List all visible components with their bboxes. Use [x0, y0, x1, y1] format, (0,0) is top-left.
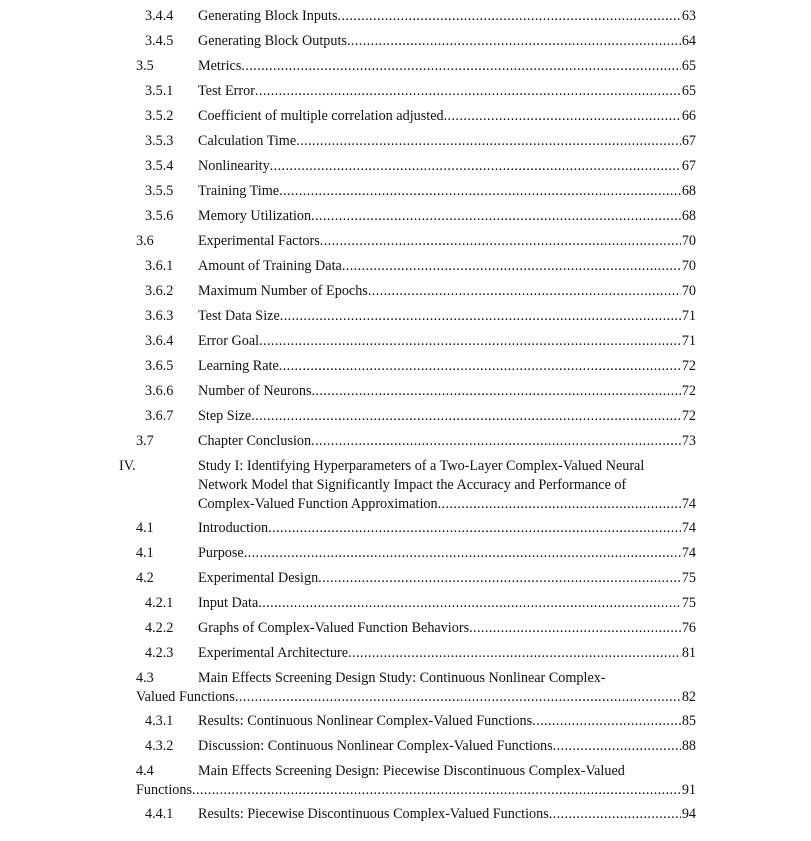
toc-title[interactable]: Amount of Training Data: [198, 258, 342, 274]
toc-line: [0, 182, 811, 201]
toc-line: [0, 157, 811, 176]
toc-number: 3.6.2: [145, 283, 174, 299]
toc-title[interactable]: Experimental Factors: [198, 233, 320, 249]
toc-number: 3.5: [136, 58, 154, 74]
toc-page-number: 74: [681, 545, 696, 561]
toc-line: [0, 432, 811, 451]
toc-page-number: 63: [681, 8, 696, 24]
toc-number: 4.2.3: [145, 645, 174, 661]
toc-page-number: 74: [681, 520, 696, 536]
toc-number: 3.4.4: [145, 8, 174, 24]
toc-line: [0, 688, 811, 707]
toc-page-number: 91: [681, 782, 696, 798]
toc-line: [0, 357, 811, 376]
dot-leader: [279, 357, 681, 376]
toc-title[interactable]: Network Model that Significantly Impact the Accuracy and Performance of: [198, 477, 627, 493]
toc-title[interactable]: Generating Block Inputs: [198, 8, 338, 24]
dot-leader: [311, 207, 681, 226]
dot-leader: [347, 32, 681, 51]
toc-number: 3.7: [136, 433, 154, 449]
toc-page-number: 65: [681, 83, 696, 99]
toc-line: [0, 544, 811, 563]
toc-title[interactable]: Maximum Number of Epochs: [198, 283, 368, 299]
toc-title[interactable]: Functions: [136, 782, 192, 798]
toc-page-number: 72: [681, 408, 696, 424]
toc-number: 3.5.1: [145, 83, 174, 99]
toc-page-number: 70: [681, 283, 696, 299]
toc-number: 4.1: [136, 520, 154, 536]
toc-line: [0, 257, 811, 276]
toc-page-number: 66: [681, 108, 696, 124]
toc-line: [0, 495, 811, 514]
toc-number: 4.3.1: [145, 713, 174, 729]
toc-page-number: 73: [681, 433, 696, 449]
toc-title[interactable]: Purpose: [198, 545, 244, 561]
toc-page-number: 76: [681, 620, 696, 636]
toc-number: 4.4.1: [145, 806, 174, 822]
toc-line: [0, 644, 811, 663]
toc-page-number: 88: [681, 738, 696, 754]
toc-number: 3.6.7: [145, 408, 174, 424]
dot-leader: [532, 712, 681, 731]
toc-page-number: 67: [681, 133, 696, 149]
toc-title[interactable]: Valued Functions: [136, 689, 235, 705]
toc-page-number: 85: [681, 713, 696, 729]
dot-leader: [279, 182, 681, 201]
toc-number: 3.6.5: [145, 358, 174, 374]
toc-line: [0, 805, 811, 824]
toc-title[interactable]: Test Error: [198, 83, 255, 99]
toc-line: [0, 669, 811, 688]
toc-title[interactable]: Results: Piecewise Discontinuous Complex-Valued Functions: [198, 806, 549, 822]
dot-leader: [244, 544, 681, 563]
toc-title[interactable]: Introduction: [198, 520, 269, 536]
toc-line: [0, 32, 811, 51]
dot-leader: [368, 282, 681, 301]
toc-number: 3.6.6: [145, 383, 174, 399]
toc-line: [0, 57, 811, 76]
dot-leader: [348, 644, 681, 663]
dot-leader: [320, 232, 681, 251]
toc-number: IV.: [119, 458, 136, 474]
toc-number: 4.1: [136, 545, 154, 561]
toc-title[interactable]: Discussion: Continuous Nonlinear Complex-Valued Functions: [198, 738, 553, 754]
toc-title[interactable]: Complex-Valued Function Approximation: [198, 496, 438, 512]
toc-page-number: 94: [681, 806, 696, 822]
dot-leader: [311, 382, 680, 401]
toc-number: 3.4.5: [145, 33, 174, 49]
dot-leader: [553, 737, 681, 756]
toc-page-number: 81: [681, 645, 696, 661]
toc-title[interactable]: Study I: Identifying Hyperparameters of a Two-Layer Complex-Valued Neural: [198, 458, 645, 474]
toc-number: 4.2.2: [145, 620, 174, 636]
toc-number: 4.2.1: [145, 595, 174, 611]
toc-number: 3.6.3: [145, 308, 174, 324]
toc-page-number: 70: [681, 258, 696, 274]
toc-line: [0, 207, 811, 226]
dot-leader: [318, 569, 681, 588]
toc-page-number: 75: [681, 595, 696, 611]
dot-leader: [258, 594, 681, 613]
dot-leader: [259, 332, 681, 351]
toc-number: 3.6.1: [145, 258, 174, 274]
toc-line: [0, 382, 811, 401]
toc-page-number: 68: [681, 208, 696, 224]
toc-number: 4.3.2: [145, 738, 174, 754]
toc-title[interactable]: Input Data: [198, 595, 259, 611]
toc-title[interactable]: Main Effects Screening Design Study: Continuous Nonlinear Complex-: [198, 670, 606, 686]
dot-leader: [270, 157, 681, 176]
toc-line: [0, 132, 811, 151]
toc-page-number: 68: [681, 183, 696, 199]
toc-number: 4.4: [136, 763, 154, 779]
toc-line: [0, 569, 811, 588]
toc-page-number: 74: [681, 496, 696, 512]
toc-number: 3.5.4: [145, 158, 174, 174]
toc-title[interactable]: Memory Utilization: [198, 208, 312, 224]
dot-leader: [268, 519, 681, 538]
toc-line: [0, 476, 811, 495]
toc-line: [0, 737, 811, 756]
dot-leader: [251, 407, 681, 426]
toc-title[interactable]: Step Size: [198, 408, 252, 424]
toc-title[interactable]: Experimental Design: [198, 570, 319, 586]
dot-leader: [469, 619, 681, 638]
toc-line: [0, 519, 811, 538]
toc-title[interactable]: Generating Block Outputs: [198, 33, 347, 49]
toc-title[interactable]: Chapter Conclusion: [198, 433, 312, 449]
toc-number: 4.2: [136, 570, 154, 586]
toc-page-number: 72: [681, 383, 696, 399]
toc-number: 3.6.4: [145, 333, 174, 349]
toc-page-number: 70: [681, 233, 696, 249]
toc-title[interactable]: Main Effects Screening Design: Piecewise Discontinuous Complex-Valued: [198, 763, 625, 779]
toc-line: [0, 7, 811, 26]
toc-line: [0, 82, 811, 101]
toc-title[interactable]: Metrics: [198, 58, 242, 74]
toc-line: [0, 781, 811, 800]
dot-leader: [444, 107, 681, 126]
toc-number: 3.5.5: [145, 183, 174, 199]
dot-leader: [241, 57, 680, 76]
toc-number: 3.5.6: [145, 208, 174, 224]
toc-page-number: 72: [681, 358, 696, 374]
toc-line: [0, 619, 811, 638]
toc-line: [0, 407, 811, 426]
toc-number: 3.5.2: [145, 108, 174, 124]
toc-title[interactable]: Calculation Time: [198, 133, 297, 149]
dot-leader: [280, 307, 681, 326]
toc-title[interactable]: Training Time: [198, 183, 280, 199]
toc-page-number: 67: [681, 158, 696, 174]
toc-number: 3.5.3: [145, 133, 174, 149]
toc-page-number: 82: [681, 689, 696, 705]
dot-leader: [438, 495, 681, 514]
dot-leader: [549, 805, 681, 824]
toc-line: [0, 282, 811, 301]
dot-leader: [255, 82, 681, 101]
toc-title[interactable]: Results: Continuous Nonlinear Complex-Valued Functions: [198, 713, 533, 729]
toc-page-number: 71: [681, 333, 696, 349]
toc-number: 3.6: [136, 233, 154, 249]
toc-line: [0, 107, 811, 126]
toc-number: 4.3: [136, 670, 154, 686]
dot-leader: [235, 688, 681, 707]
toc-line: [0, 712, 811, 731]
dot-leader: [342, 257, 681, 276]
toc-page-number: 64: [681, 33, 696, 49]
toc-line: [0, 594, 811, 613]
toc-title[interactable]: Experimental Architecture: [198, 645, 349, 661]
toc-line: [0, 232, 811, 251]
toc-page-number: 71: [681, 308, 696, 324]
toc-title[interactable]: Learning Rate: [198, 358, 279, 374]
toc-title[interactable]: Coefficient of multiple correlation adjusted: [198, 108, 444, 124]
toc-page-number: 65: [681, 58, 696, 74]
dot-leader: [296, 132, 681, 151]
dot-leader: [311, 432, 681, 451]
toc-title[interactable]: Error Goal: [198, 333, 260, 349]
toc-line: [0, 457, 811, 476]
toc-line: [0, 332, 811, 351]
toc-line: [0, 307, 811, 326]
toc-title[interactable]: Graphs of Complex-Valued Function Behaviors: [198, 620, 470, 636]
dot-leader: [337, 7, 680, 26]
toc-title[interactable]: Number of Neurons: [198, 383, 312, 399]
dot-leader: [192, 781, 681, 800]
toc-title[interactable]: Nonlinearity: [198, 158, 270, 174]
toc-line: [0, 762, 811, 781]
toc-page-number: 75: [681, 570, 696, 586]
toc-title[interactable]: Test Data Size: [198, 308, 280, 324]
